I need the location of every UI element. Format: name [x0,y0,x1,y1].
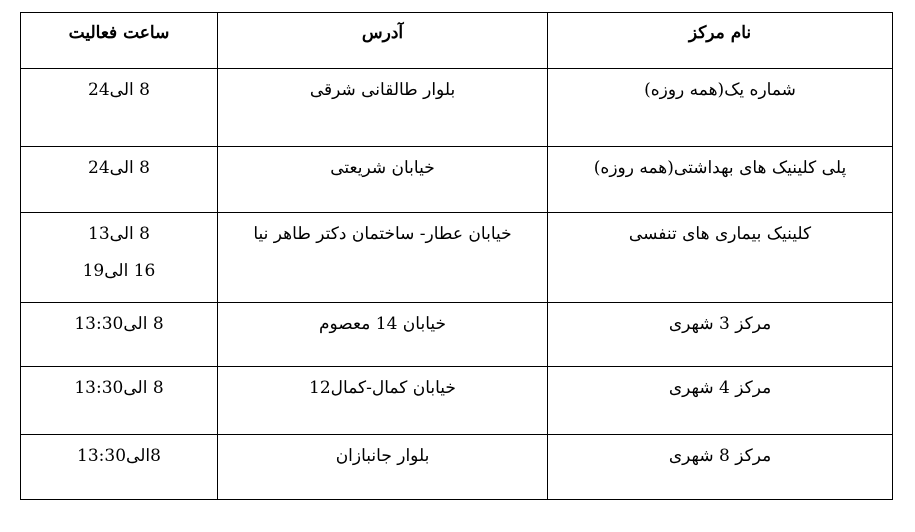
header-center-name: نام مرکز [548,13,893,69]
hours-line: 8 الی24 [88,158,150,178]
hours-cell [21,303,218,367]
hours-cell [21,367,218,435]
hours-line: 16 الی19 [82,261,156,281]
header-address: آدرس [218,13,548,69]
address-cell: خیابان عطار- ساختمان دکتر طاهر نیا [218,213,548,303]
address-cell: خیابان 14 معصوم [218,303,548,367]
address-cell: خیابان شریعتی [218,147,548,213]
table-header-row [21,13,893,69]
hours-cell [21,213,218,303]
address-cell: بلوار طالقانی شرقی [218,69,548,147]
center-name-cell: شماره یک(همه روزه) [548,69,893,147]
table-row [21,69,893,147]
table-row [21,367,893,435]
hours-cell [21,69,218,147]
health-centers-table [20,12,893,500]
hours-cell [21,435,218,500]
table-row [21,213,893,303]
header-hours: ساعت فعالیت [21,13,218,69]
center-name-cell: کلینیک بیماری های تنفسی [548,213,893,303]
center-name-cell: مرکز 8 شهری [548,435,893,500]
hours-line: 8 الی24 [88,80,150,100]
hours-line: 8الی13:30 [77,446,161,466]
address-cell: خیابان کمال-کمال12 [218,367,548,435]
hours-line: 8 الی13:30 [74,314,164,334]
table-row [21,303,893,367]
center-name-cell: مرکز 3 شهری [548,303,893,367]
address-cell: بلوار جانبازان [218,435,548,500]
hours-line: 8 الی13:30 [74,378,164,398]
table-row [21,147,893,213]
table-row [21,435,893,500]
hours-line: 8 الی13 [88,224,150,244]
center-name-cell: پلی کلینیک های بهداشتی(همه روزه) [548,147,893,213]
center-name-cell: مرکز 4 شهری [548,367,893,435]
hours-cell [21,147,218,213]
